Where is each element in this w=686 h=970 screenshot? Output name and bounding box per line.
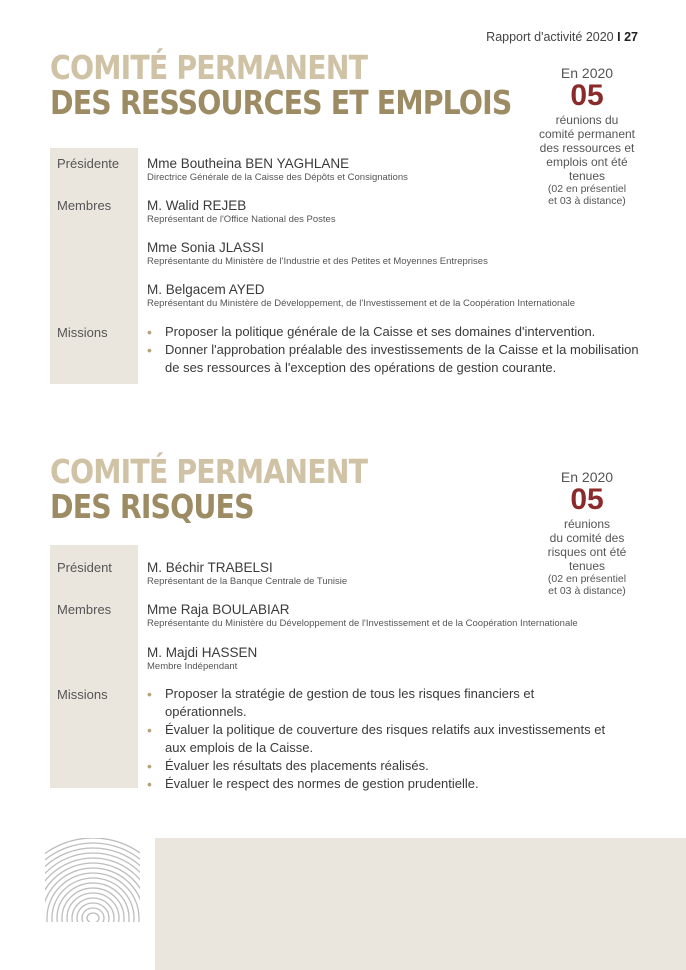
membres-label: Membres	[57, 198, 112, 213]
section2-title	[50, 454, 367, 524]
mission-item: • Évaluer les résultats des placements réalisés.	[147, 757, 617, 775]
header-separator: I	[617, 30, 621, 44]
missions-label: Missions	[57, 325, 108, 340]
section2-label-column	[50, 545, 138, 788]
page-number: 27	[624, 30, 638, 44]
mission-item: • Évaluer la politique de couverture des risques relatifs aux investissements et aux emplois de la Caisse.	[147, 721, 617, 757]
footer-panel	[155, 838, 686, 970]
meetings-desc-line: emplois ont été	[546, 155, 628, 169]
person-role: Représentante du Ministère du Développement de l'Investissement et de la Coopération Internationale	[147, 618, 578, 629]
section2-title-line1: COMITÉ PERMANENT	[50, 452, 368, 491]
person-role: Membre Indépendant	[147, 661, 238, 672]
member-entry	[147, 282, 647, 310]
person-role: Représentant de la Banque Centrale de Tunisie	[147, 576, 348, 587]
member-entry	[147, 602, 647, 630]
person-name: M. Belgacem AYED	[147, 282, 265, 297]
meetings-desc-line: du comité des	[549, 531, 625, 545]
mission-item: • Proposer la politique générale de la Caisse et ses domaines d'intervention.	[147, 323, 642, 341]
mission-item: • Proposer la stratégie de gestion de tous les risques financiers et opérationnels.	[147, 685, 617, 721]
membres-label: Membres	[57, 602, 112, 617]
person-role: Représentant du Ministère de Développement, de l'Investissement et de la Coopération Internationale	[147, 298, 575, 309]
page-header	[486, 30, 638, 44]
member-entry	[147, 240, 647, 268]
section1-title-line2: DES RESSOURCES ET EMPLOIS	[50, 83, 512, 122]
report-title: Rapport d'activité 2020	[486, 30, 614, 44]
person-role: Directrice Générale de la Caisse des Dépôts et Consignations	[147, 172, 408, 183]
meetings-desc-line: tenues	[568, 169, 606, 183]
president-entry	[147, 560, 647, 588]
presidente-label: Présidente	[57, 156, 120, 171]
section1-meetings-year: En 2020	[560, 65, 614, 81]
section1-title-line1: COMITÉ PERMANENT	[50, 48, 368, 87]
section1-title	[50, 50, 511, 120]
section2-title-line2: DES RISQUES	[50, 487, 254, 526]
meetings-desc-line: tenues	[568, 559, 606, 573]
person-role: Représentant de l'Office National des Postes	[147, 214, 336, 225]
person-name: M. Majdi HASSEN	[147, 645, 258, 660]
member-entry	[147, 645, 647, 673]
section1-meetings-count: 05	[570, 79, 604, 112]
person-name: M. Walid REJEB	[147, 198, 247, 213]
meetings-desc-line: réunions	[563, 517, 611, 531]
person-name: Mme Sonia JLASSI	[147, 240, 265, 255]
member-entry	[147, 198, 647, 226]
meetings-desc-line: risques ont été	[547, 545, 627, 559]
mission-item: • Évaluer le respect des normes de gestion prudentielle.	[147, 775, 617, 793]
section2-missions-list	[147, 685, 617, 793]
section1-meetings-note-line: (02 en présentiel	[547, 183, 627, 195]
section2-meetings-count: 05	[570, 483, 604, 516]
section1-meetings-note-line: et 03 à distance)	[548, 195, 626, 207]
person-name: Mme Boutheina BEN YAGHLANE	[147, 156, 350, 171]
section2-meetings-note-line: (02 en présentiel	[547, 573, 627, 585]
section2-meetings-year: En 2020	[560, 469, 614, 485]
meetings-desc-line: comité permanent	[538, 127, 636, 141]
fingerprint-icon	[45, 838, 140, 922]
person-role: Représentante du Ministère de l'Industrie et des Petites et Moyennes Entreprises	[147, 256, 488, 267]
meetings-desc-line: réunions du	[555, 113, 619, 127]
section1-label-column	[50, 148, 138, 384]
section1-meetings-box	[532, 66, 642, 207]
section1-missions-list	[147, 323, 642, 377]
mission-item: • Donner l'approbation préalable des investissements de la Caisse et la mobilisation de ses ressources à l'exception des opérations de gestion courante.	[147, 341, 642, 377]
missions-label: Missions	[57, 687, 108, 702]
president-label: Président	[57, 560, 112, 575]
person-name: Mme Raja BOULABIAR	[147, 602, 290, 617]
presidente-entry	[147, 156, 647, 184]
meetings-desc-line: des ressources et	[539, 141, 635, 155]
person-name: M. Béchir TRABELSI	[147, 560, 273, 575]
section2-meetings-note-line: et 03 à distance)	[548, 585, 626, 597]
